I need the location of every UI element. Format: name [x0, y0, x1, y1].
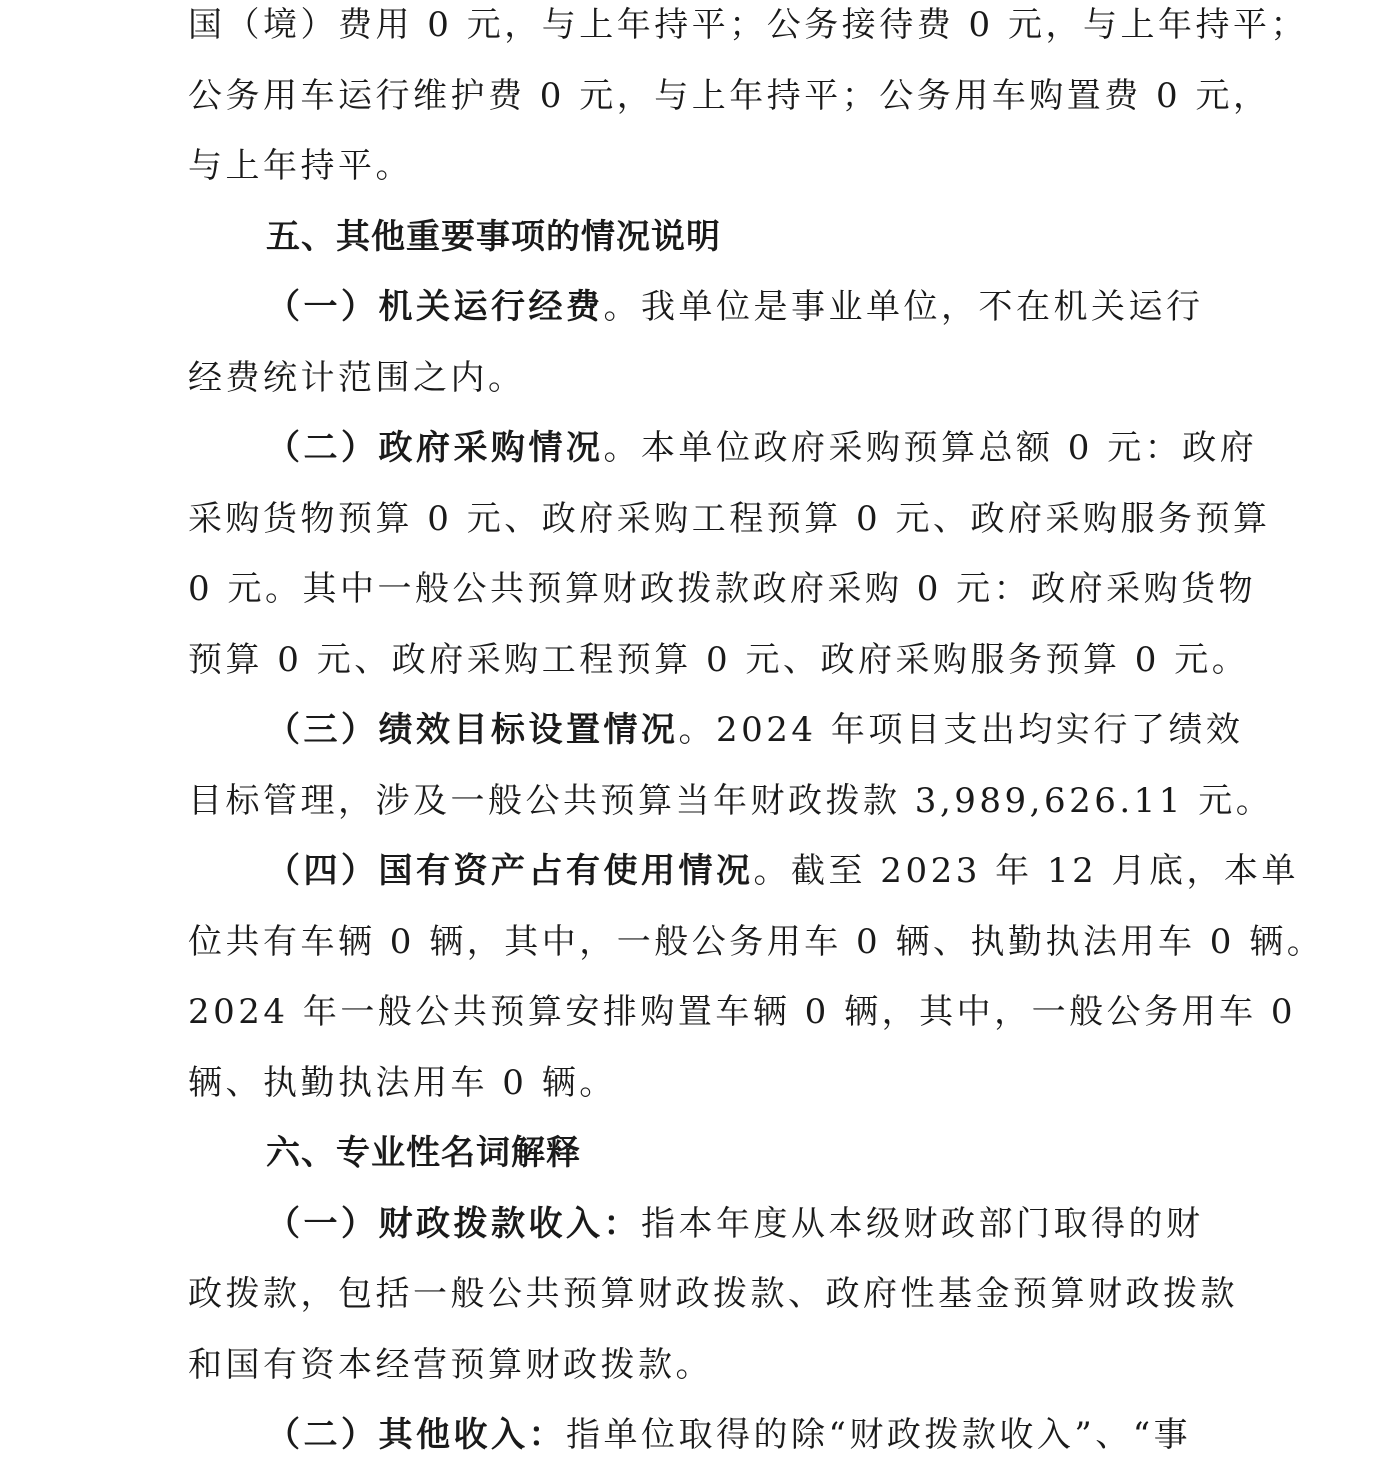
paragraph-text: 。截至 2023 年 12 月底，本单	[753, 851, 1300, 891]
paragraph-text: 指单位取得的除“财政拨款收入”、“事	[566, 1415, 1192, 1455]
subsection-lead: （一）机关运行经费	[266, 287, 604, 327]
paragraph-text: 指本年度从本级财政部门取得的财	[641, 1203, 1204, 1244]
body-line: 与上年持平。	[188, 146, 413, 186]
body-line: 采购货物预算 0 元、政府采购工程预算 0 元、政府采购服务预算	[188, 498, 1271, 539]
paragraph-line	[188, 695, 1244, 766]
subsection-lead: （一）财政拨款收入：	[266, 1203, 641, 1244]
paragraph-line	[188, 272, 1228, 343]
paragraph-line	[188, 1400, 1228, 1471]
paragraph-line	[188, 1189, 1228, 1260]
section-heading: 六、专业性名词解释	[266, 1133, 581, 1173]
body-line: 经费统计范围之内。	[188, 357, 526, 398]
body-line: 目标管理，涉及一般公共预算当年财政拨款 3,989,626.11 元。	[188, 780, 1274, 821]
paragraph-text: 。本单位政府采购预算总额 0 元：政府	[603, 428, 1258, 468]
body-line: 辆、执勤执法用车 0 辆。	[188, 1062, 617, 1103]
subsection-lead: （四）国有资产占有使用情况	[266, 851, 754, 891]
body-line: 国（境）费用 0 元，与上年持平；公务接待费 0 元，与上年持平；	[188, 5, 1308, 45]
subsection-lead: （二）政府采购情况	[266, 428, 604, 468]
paragraph-line	[188, 836, 1300, 907]
paragraph-text: 。2024 年项目支出均实行了绩效	[678, 710, 1244, 750]
body-line: 2024 年一般公共预算安排购置车辆 0 辆，其中，一般公务用车 0	[188, 992, 1297, 1032]
body-line: 政拨款，包括一般公共预算财政拨款、政府性基金预算财政拨款	[188, 1274, 1238, 1314]
body-line: 公务用车运行维护费 0 元，与上年持平；公务用车购置费 0 元，	[188, 75, 1271, 116]
paragraph-line	[188, 413, 1258, 484]
body-line: 位共有车辆 0 辆，其中，一般公务用车 0 辆、执勤执法用车 0 辆。	[188, 921, 1325, 962]
subsection-lead: （三）绩效目标设置情况	[266, 710, 679, 750]
body-line: 预算 0 元、政府采购工程预算 0 元、政府采购服务预算 0 元。	[188, 639, 1250, 680]
body-line: 0 元。其中一般公共预算财政拨款政府采购 0 元：政府采购货物	[188, 569, 1257, 609]
body-line: 和国有资本经营预算财政拨款。	[188, 1344, 713, 1385]
section-heading: 五、其他重要事项的情况说明	[266, 216, 721, 257]
subsection-lead: （二）其他收入：	[266, 1415, 566, 1455]
paragraph-text: 。我单位是事业单位，不在机关运行	[603, 287, 1204, 327]
document-page	[188, 0, 1325, 1471]
